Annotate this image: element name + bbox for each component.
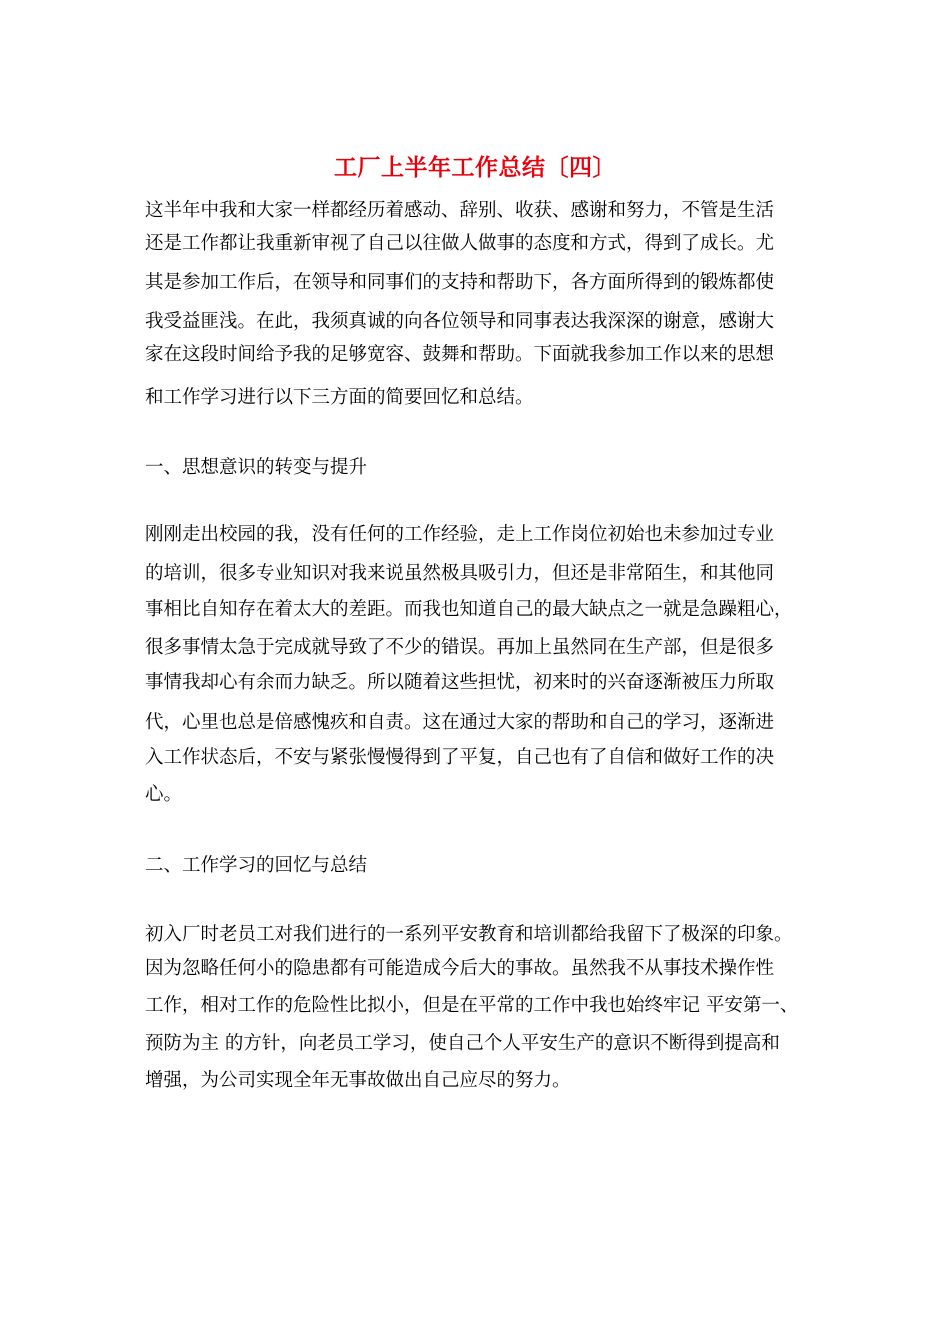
paragraph-2-line-6: 代，心里也总是倍感愧疚和自责。这在通过大家的帮助和自己的学习，逐渐进 — [145, 712, 775, 733]
paragraph-1-line-1: 这半年中我和大家一样都经历着感动、辞别、收获、感谢和努力，不管是生活 — [145, 200, 775, 221]
paragraph-2-line-8: 心。 — [145, 784, 183, 805]
section-heading-2: 二、工作学习的回忆与总结 — [145, 855, 368, 876]
paragraph-1-line-5: 家在这段时间给予我的足够宽容、鼓舞和帮助。下面就我参加工作以来的思想 — [145, 344, 775, 365]
paragraph-2-line-2: 的培训，很多专业知识对我来说虽然极具吸引力，但还是非常陌生，和其他同 — [145, 563, 775, 584]
paragraph-3-line-4: 预防为主 的方针，向老员工学习，使自己个人平安生产的意识不断得到提高和 — [145, 1033, 780, 1054]
document-title: 工厂上半年工作总结〔四〕 — [334, 154, 616, 181]
paragraph-1-line-4: 我受益匪浅。在此，我须真诚的向各位领导和同事表达我深深的谢意，感谢大 — [145, 311, 775, 332]
paragraph-3-line-3: 工作，相对工作的危险性比拟小，但是在平常的工作中我也始终牢记 平安第一、 — [145, 995, 799, 1016]
section-heading-1: 一、思想意识的转变与提升 — [145, 457, 368, 478]
paragraph-3-line-2: 因为忽略任何小的隐患都有可能造成今后大的事故。虽然我不从事技术操作性 — [145, 958, 775, 979]
paragraph-3-line-5: 增强，为公司实现全年无事故做出自己应尽的努力。 — [145, 1070, 571, 1091]
paragraph-2-line-7: 入工作状态后，不安与紧张慢慢得到了平复，自己也有了自信和做好工作的决 — [145, 747, 775, 768]
paragraph-2-line-3: 事相比自知存在着太大的差距。而我也知道自己的最大缺点之一就是急躁粗心， — [145, 599, 793, 620]
paragraph-2-line-4: 很多事情太急于完成就导致了不少的错误。再加上虽然同在生产部，但是很多 — [145, 637, 775, 658]
paragraph-1-line-2: 还是工作都让我重新审视了自己以往做人做事的态度和方式，得到了成长。尤 — [145, 233, 775, 254]
paragraph-2-line-1: 刚刚走出校园的我，没有任何的工作经验，走上工作岗位初始也未参加过专业 — [145, 524, 775, 545]
paragraph-1-line-3: 其是参加工作后，在领导和同事们的支持和帮助下，各方面所得到的锻炼都使 — [145, 272, 775, 293]
paragraph-1-line-6: 和工作学习进行以下三方面的简要回忆和总结。 — [145, 387, 534, 408]
paragraph-2-line-5: 事情我却心有余而力缺乏。所以随着这些担忧，初来时的兴奋逐渐被压力所取 — [145, 672, 775, 693]
paragraph-3-line-1: 初入厂时老员工对我们进行的一系列平安教育和培训都给我留下了极深的印象。 — [145, 924, 793, 945]
